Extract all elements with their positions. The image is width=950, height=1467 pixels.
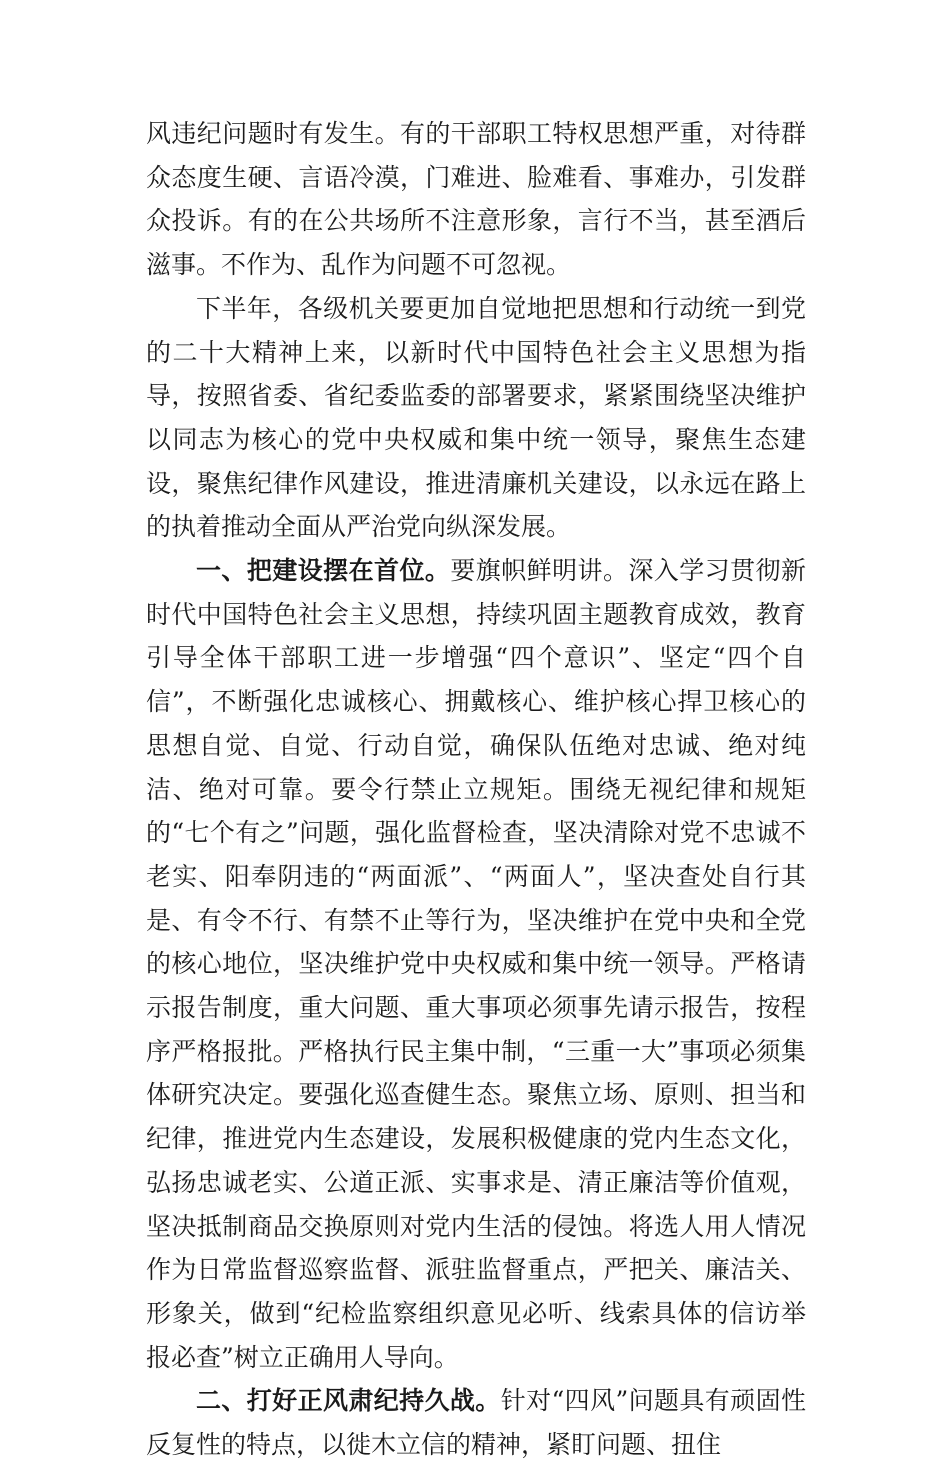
- paragraph-2: [146, 287, 806, 549]
- paragraph-1-text: 风违纪问题时有发生。有的干部职工特权思想严重，对待群众态度生硬、言语冷漠，门难进、脸难看、事难办，引发群众投诉。有的在公共场所不注意形象，言行不当，甚至酒后滋事。不作为、乱作为问题不可忽视。: [146, 119, 806, 280]
- paragraph-2-text: 下半年，各级机关要更加自觉地把思想和行动统一到党的二十大精神上来，以新时代中国特色社会主义思想为指导，按照省委、省纪委监委的部署要求，紧紧围绕坚决维护以同志为核心的党中央权威和集中统一领导，聚焦生态建设，聚焦纪律作风建设，推进清廉机关建设，以永远在路上的执着推动全面从严治党向纵深发展。: [146, 293, 806, 542]
- paragraph-4-text: 针对“四风”问题具有顽固性反复性的特点，以徙木立信的精神，紧盯问题、扭住: [146, 1386, 806, 1460]
- paragraph-3: [146, 549, 806, 1379]
- section-heading-2: 二、打好正风肃纪持久战。: [196, 1386, 501, 1416]
- paragraph-3-text: 要旗帜鲜明讲。深入学习贯彻新时代中国特色社会主义思想，持续巩固主题教育成效，教育引导全体干部职工进一步增强“四个意识”、坚定“四个自信”，不断强化忠诚核心、拥戴核心、维护核心捍卫核心的思想自觉、自觉、行动自觉，确保队伍绝对忠诚、绝对纯洁、绝对可靠。要令行禁止立规矩。围绕无视纪律和规矩的“七个有之”问题，强化监督检查，坚决清除对党不忠诚不老实、阳奉阴违的“两面派”、“两面人”，坚决查处自行其是、有令不行、有禁不止等行为，坚决维护在党中央和全党的核心地位，坚决维护党中央权威和集中统一领导。严格请示报告制度，重大问题、重大事项必须事先请示报告，按程序严格报批。严格执行民主集中制，“三重一大”事项必须集体研究决定。要强化巡查健生态。聚焦立场、原则、担当和纪律，推进党内生态建设，发展积极健康的党内生态文化，弘扬忠诚老实、公道正派、实事求是、清正廉洁等价值观，坚决抵制商品交换原则对党内生活的侵蚀。将选人用人情况作为日常监督巡察监督、派驻监督重点，严把关、廉洁关、形象关，做到“纪检监察组织意见必听、线索具体的信访举报必查”树立正确用人导向。: [146, 556, 806, 1372]
- section-heading-1: 一、把建设摆在首位。: [196, 556, 451, 586]
- paragraph-1: [146, 112, 806, 287]
- document-body: [146, 112, 806, 1467]
- paragraph-4: [146, 1379, 806, 1466]
